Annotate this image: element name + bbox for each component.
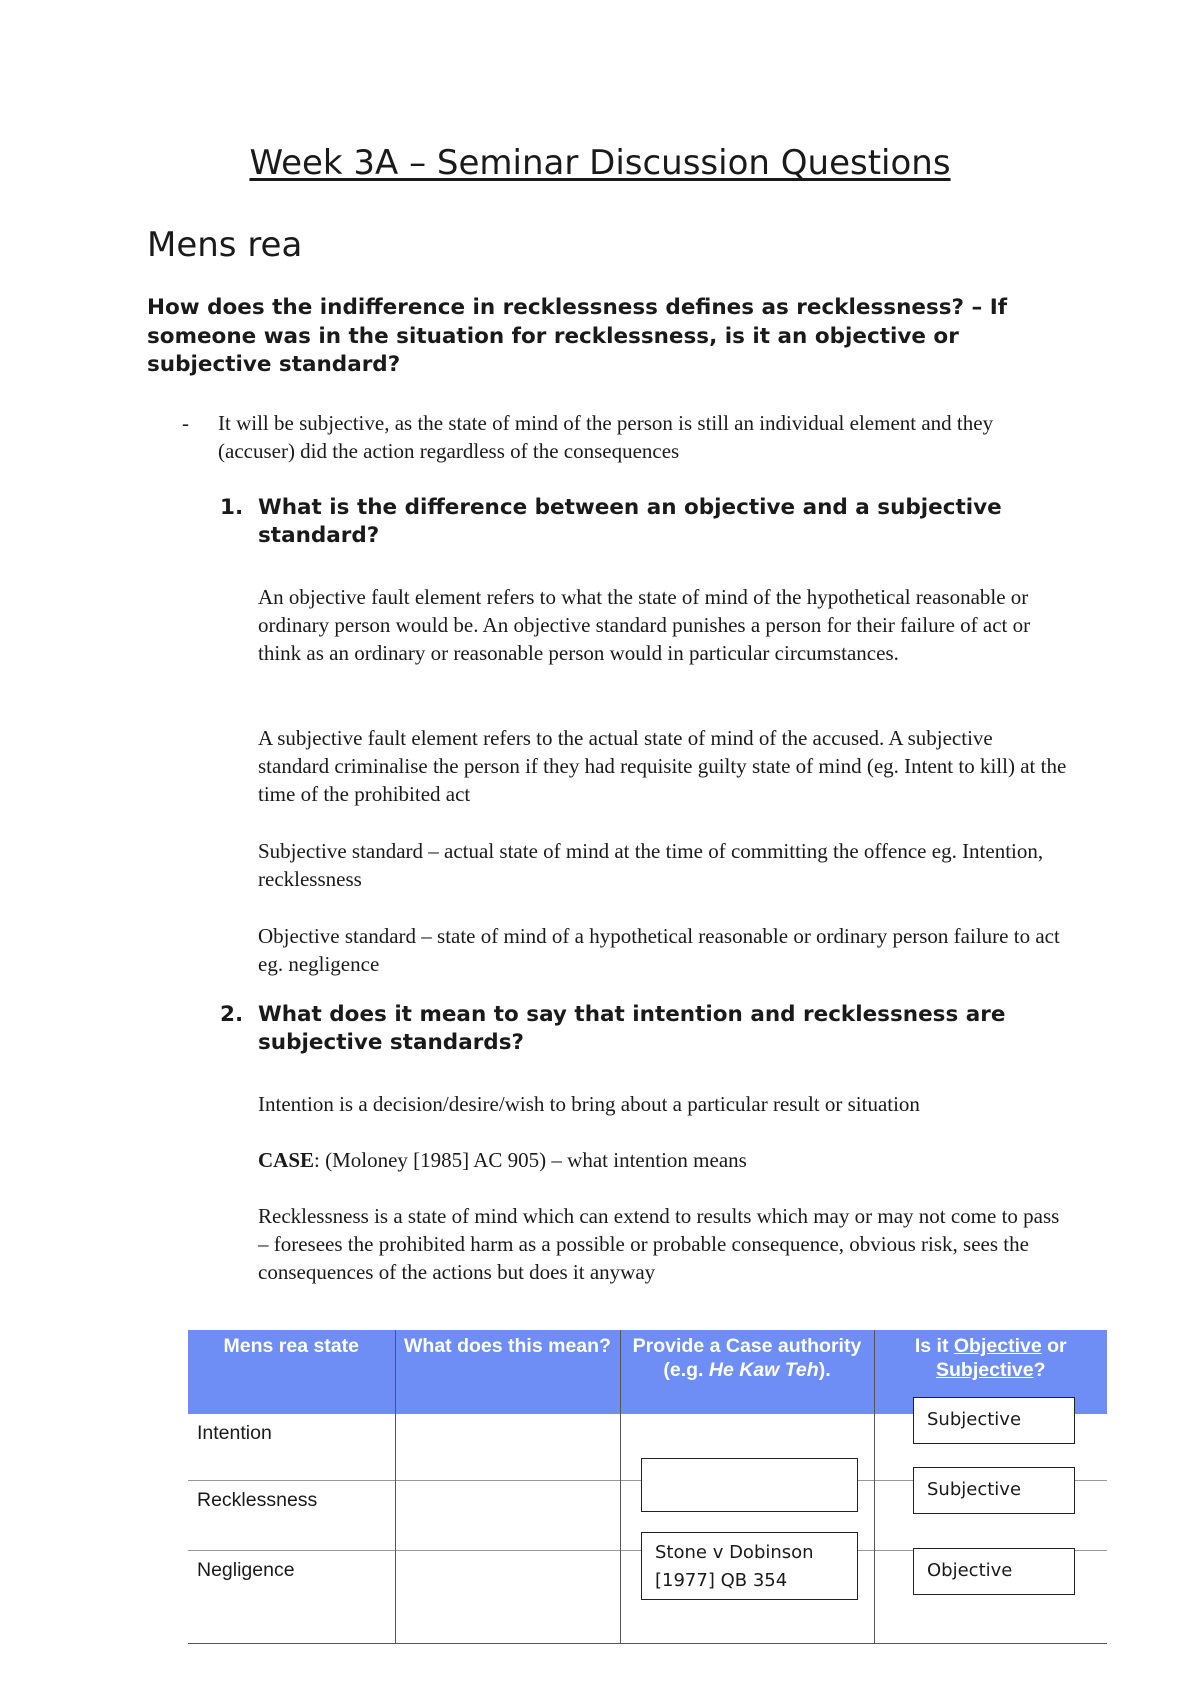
header-objective: Is it Objective or Subjective?	[874, 1330, 1107, 1414]
q1-answer-objective: An objective fault element refers to what the state of mind of the hypothetical reasonable or ordinary person would be. An objective standard punishes a person for their failure of act or think as an ordinary or reasonable person would in particular circumstances.	[258, 585, 1031, 665]
case-example: He Kaw Teh	[708, 1359, 819, 1381]
cell-state: Recklessness	[188, 1481, 395, 1551]
cell-meaning	[395, 1414, 620, 1481]
q2-answer-recklessness: Recklessness is a state of mind which can extend to results which may or may not come to pass – foresees the prohibited harm as a possible or probable consequence, obvious risk, sees the consequences of the actions but does it anyway	[258, 1204, 1060, 1284]
question-number: 2.	[220, 1002, 244, 1027]
case-text-box-negligence: Stone v Dobinson [1977] QB 354	[641, 1532, 858, 1600]
q1-answer-subjective: A subjective fault element refers to the actual state of mind of the accused. A subjective standard criminalise the person if they had requisite guilty state of mind (eg. Intent to kill) at the time of the prohibited act	[258, 726, 1067, 806]
bullet-dash: -	[182, 411, 189, 435]
objective-box-intention: Subjective	[913, 1397, 1075, 1444]
case-label: CASE	[258, 1148, 315, 1172]
intro-answer-text: It will be subjective, as the state of mind of the person is still an individual element and they (accuser) did the action regardless of the consequences	[218, 411, 994, 463]
cell-state: Intention	[188, 1414, 395, 1481]
intro-question: How does the indifference in recklessness defines as recklessness? – If someone was in the situation for recklessness, is it an objective or subjective standard?	[147, 295, 1008, 377]
q1-answer-objective-summary: Objective standard – state of mind of a hypothetical reasonable or ordinary person failure to act eg. negligence	[258, 924, 1060, 976]
case-text: : (Moloney [1985] AC 905) – what intention means	[314, 1148, 747, 1172]
cell-state: Negligence	[188, 1551, 395, 1644]
objective-box-recklessness: Subjective	[913, 1467, 1075, 1514]
question-text: What is the difference between an objective and a subjective standard?	[258, 495, 1002, 548]
header-case: Provide a Case authority (e.g. He Kaw Teh).	[620, 1330, 874, 1414]
section-heading: Mens rea	[147, 225, 303, 265]
cell-meaning	[395, 1551, 620, 1644]
case-text-box-empty	[641, 1458, 858, 1512]
q2-case-line	[258, 1146, 1068, 1174]
q2-answer-intention: Intention is a decision/desire/wish to bring about a particular result or situation	[258, 1092, 920, 1116]
question-text: What does it mean to say that intention and recklessness are subjective standards?	[258, 1002, 1006, 1055]
question-number: 1.	[220, 495, 244, 520]
header-meaning: What does this mean?	[395, 1330, 620, 1414]
q1-answer-subjective-summary: Subjective standard – actual state of mind at the time of committing the offence eg. Intention, recklessness	[258, 839, 1044, 891]
cell-meaning	[395, 1481, 620, 1551]
header-state: Mens rea state	[188, 1330, 395, 1414]
objective-box-negligence: Objective	[913, 1548, 1075, 1595]
page-title: Week 3A – Seminar Discussion Questions	[249, 143, 951, 183]
